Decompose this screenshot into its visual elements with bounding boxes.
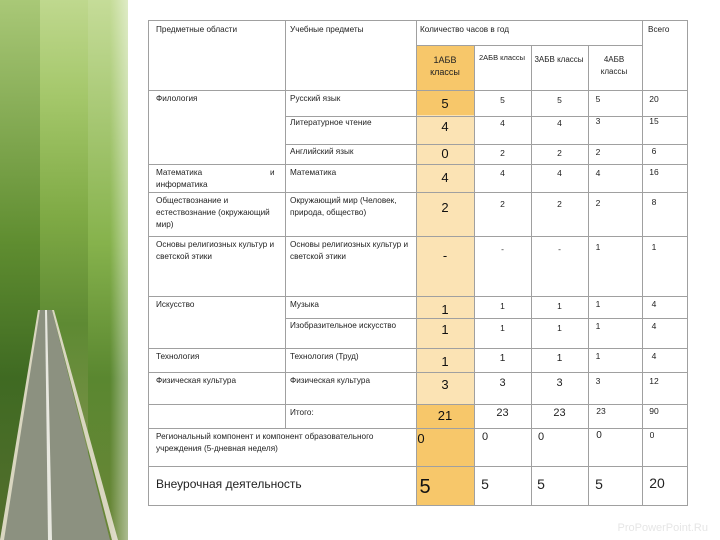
total-value: 8 <box>651 197 657 207</box>
grade2-value: 5 <box>500 95 505 105</box>
grid-line <box>474 45 475 506</box>
grade3-value: 4 <box>557 118 562 128</box>
grade2-value: 4 <box>500 118 505 128</box>
grid-line <box>148 404 688 405</box>
grid-line <box>148 296 688 297</box>
subject-name: Окружающий мир (Человек, природа, общество) <box>290 196 397 217</box>
total-value: 1 <box>651 242 657 252</box>
grade1-value: 21 <box>437 408 453 423</box>
grade2-value: 1 <box>500 323 505 333</box>
grade4-value: 5 <box>595 94 601 104</box>
grade4-value: 23 <box>596 406 606 416</box>
grade3-value: 1 <box>557 301 562 311</box>
grade1-value: 1 <box>441 322 449 337</box>
grade3-value: 5 <box>557 95 562 105</box>
total-value: 16 <box>649 167 659 177</box>
total-value: 15 <box>649 116 659 126</box>
grid-line <box>148 20 688 21</box>
subject-name: Изобразительное искусство <box>290 321 397 330</box>
subject-name: Английский язык <box>290 147 354 156</box>
grade1-value: 5 <box>441 96 449 111</box>
grade4-value: 3 <box>595 376 601 386</box>
subject-name: Итого: <box>290 408 314 417</box>
grade1-value: 0 <box>441 146 449 161</box>
grid-line <box>148 466 688 467</box>
grade2-value: 2 <box>500 199 505 209</box>
area-extracurricular: Внеурочная деятельность <box>156 477 302 491</box>
grid-line <box>687 20 688 506</box>
watermark: ProPowerPoint.Ru <box>617 522 708 534</box>
grade2-value: 1 <box>500 301 505 311</box>
grade3-value: 1 <box>557 323 562 333</box>
grade3-value: 23 <box>553 407 566 419</box>
area-religion: Основы религиозных культур и светской этики <box>156 240 275 261</box>
grade4-value: 1 <box>595 242 601 252</box>
regional-grade4: 0 <box>596 430 602 441</box>
area-technology: Технология <box>156 352 200 361</box>
total-value: 4 <box>651 321 657 331</box>
area-regional: Региональный компонент и компонент образовательного учреждения (5-дневная неделя) <box>156 432 374 453</box>
total-value: 6 <box>651 146 657 156</box>
grade4-value: 1 <box>595 351 601 361</box>
area-math-conj: и <box>270 168 275 177</box>
area-art: Искусство <box>156 300 195 309</box>
header-area: Предметные области <box>156 25 238 34</box>
subject-name: Математика <box>290 168 337 177</box>
grade3-value: - <box>558 244 561 254</box>
grade4-value: 2 <box>595 198 601 208</box>
grade1-value: 4 <box>441 170 449 185</box>
grid-line <box>148 164 688 165</box>
grid-line <box>416 45 642 46</box>
grade2-value: 2 <box>500 148 505 158</box>
grid-line <box>286 318 688 319</box>
subject-name: Физическая культура <box>290 376 371 385</box>
extra-grade3: 5 <box>537 476 545 492</box>
header-grade2: 2АБВ классы <box>479 53 525 62</box>
area-social: Обществознание и естествознание (окружающий мир) <box>156 196 270 229</box>
header-total: Всего <box>648 25 670 34</box>
grade2-value: - <box>501 244 504 254</box>
total-value: 90 <box>649 406 659 416</box>
photo-fade <box>110 0 150 540</box>
area-philology: Филология <box>156 94 198 103</box>
subject-name: Литературное чтение <box>290 118 372 127</box>
grade3-value: 2 <box>557 148 562 158</box>
subject-name: Технология (Труд) <box>290 352 359 361</box>
grid-line <box>148 90 688 91</box>
road-photo <box>0 0 128 540</box>
regional-grade1: 0 <box>417 431 425 446</box>
curriculum-table <box>148 20 688 506</box>
extra-total: 20 <box>649 475 665 491</box>
grade4-value: 1 <box>595 299 601 309</box>
grade2-value: 3 <box>499 377 506 389</box>
grid-line <box>148 372 688 373</box>
header-subjects: Учебные предметы <box>290 25 364 34</box>
regional-total: 0 <box>649 430 655 440</box>
total-value: 4 <box>651 299 657 309</box>
subject-name: Музыка <box>290 300 319 309</box>
grid-line <box>148 20 149 506</box>
road-illustration <box>0 0 128 540</box>
grade4-value: 2 <box>595 147 601 157</box>
header-grade4: 4АБВ классы <box>600 55 628 76</box>
grade4-value: 4 <box>595 168 601 178</box>
grade1-value: 1 <box>441 302 449 317</box>
area-math-label-2: информатика <box>156 180 208 189</box>
grade1-value: 4 <box>441 119 449 134</box>
header-grade3: 3АБВ классы <box>534 55 584 64</box>
grade4-value: 1 <box>595 321 601 331</box>
grid-line <box>642 20 643 506</box>
grade2-value: 23 <box>496 407 509 419</box>
header-hours: Количество часов в год <box>420 25 510 34</box>
grade1-value: - <box>442 248 448 263</box>
total-value: 4 <box>651 351 657 361</box>
area-math-label: Математика <box>156 168 203 177</box>
grid-line <box>148 428 688 429</box>
grade2-value: 4 <box>500 168 505 178</box>
grade2-value: 1 <box>499 353 506 364</box>
grid-line <box>286 144 688 145</box>
extra-grade4: 5 <box>595 476 603 492</box>
grid-line <box>285 20 286 428</box>
grade3-value: 4 <box>557 168 562 178</box>
grade3-value: 2 <box>557 199 562 209</box>
regional-grade2: 0 <box>481 431 489 443</box>
area-pe: Физическая культура <box>156 376 237 385</box>
total-value: 20 <box>649 94 659 104</box>
grid-line <box>148 236 688 237</box>
grade1-value: 1 <box>441 354 449 369</box>
grid-line <box>531 45 532 506</box>
grid-line <box>148 192 688 193</box>
total-value: 12 <box>649 376 659 386</box>
grade1-value: 2 <box>441 200 449 215</box>
extra-grade1: 5 <box>419 476 431 498</box>
subject-name: Основы религиозных культур и светской этики <box>290 240 409 261</box>
grid-line <box>588 45 589 506</box>
grade1-value: 3 <box>441 377 449 392</box>
grade4-value: 3 <box>595 116 601 126</box>
regional-grade3: 0 <box>537 431 545 443</box>
grid-line <box>148 505 688 506</box>
grid-line <box>148 348 688 349</box>
header-grade1: 1АБВ классы <box>430 55 460 77</box>
grade3-value: 1 <box>556 353 563 364</box>
grade3-value: 3 <box>556 377 563 389</box>
subject-name: Русский язык <box>290 94 341 103</box>
extra-grade2: 5 <box>481 476 489 492</box>
